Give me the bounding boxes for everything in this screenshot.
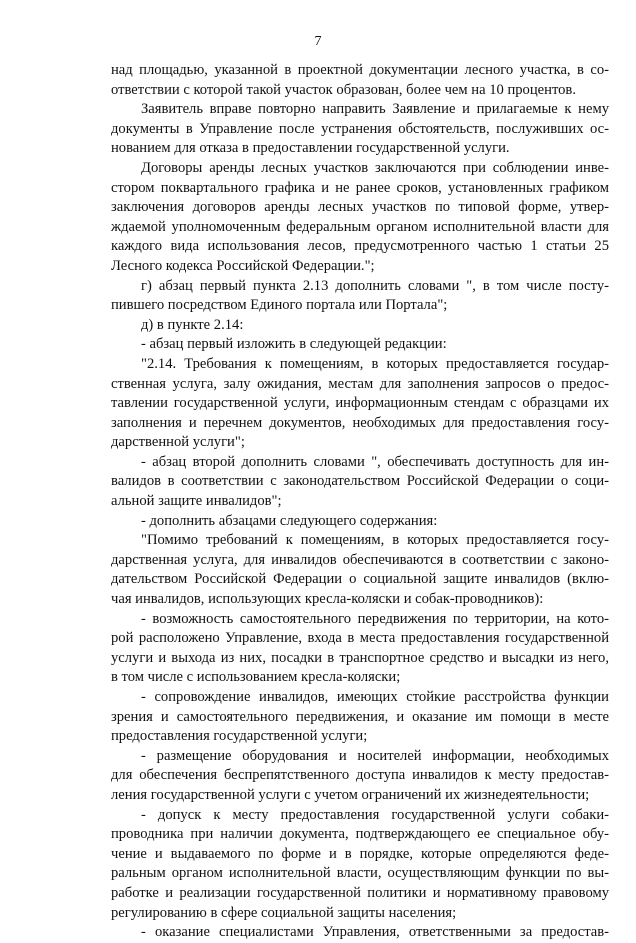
text-line: регулированию в сфере социальной защиты населения;	[111, 904, 457, 921]
text-line: д) в пункте 2.14:	[141, 316, 244, 333]
text-line: рой расположено Управление, входа в места предоставления государственной	[111, 630, 609, 647]
text-line: над площадью, указанной в проектной документации лесного участка, в со-	[111, 62, 609, 78]
text-line: - размещение оборудования и носителей информации, необходимых	[141, 747, 609, 764]
text-line: - допуск к месту предоставления государственной услуги собаки-	[141, 806, 609, 823]
text-line: валидов в соответствии с законодательством Российской Федерации о соци-	[111, 473, 609, 490]
text-line: дарственная услуга, для инвалидов обеспечиваются в соответствии с законо-	[111, 551, 609, 568]
text-line: Заявитель вправе повторно направить Заявление и прилагаемые к нему	[141, 101, 609, 118]
text-line: - сопровождение инвалидов, имеющих стойкие расстройства функции	[141, 689, 609, 705]
text-line: проводника при наличии документа, подтверждающего ее специальное обу-	[111, 826, 609, 843]
text-line: дательством Российской Федерации о социальной защите инвалидов (вклю-	[111, 571, 609, 588]
text-line: "2.14. Требования к помещениям, в которых предоставляется государ-	[141, 355, 609, 372]
text-line: ральным органом исполнительной власти, осуществляющим функции по вы-	[111, 865, 609, 882]
text-line: - абзац второй дополнить словами ", обеспечивать доступность для ин-	[141, 453, 609, 470]
text-line: нованием для отказа в предоставлении государственной услуги.	[111, 140, 510, 157]
text-line: предоставления государственной услуги;	[111, 728, 368, 745]
text-line: Договоры аренды лесных участков заключаются при соблюдении инве-	[141, 159, 609, 176]
text-line: документы в Управление после устранения обстоятельств, послуживших ос-	[111, 120, 609, 137]
text-line: пившего посредством Единого портала или Портала";	[111, 297, 448, 314]
text-line: для обеспечения беспрепятственного доступа инвалидов к месту предостав-	[111, 767, 609, 784]
text-line: зрения и самостоятельного передвижения, и оказание им помощи в месте	[111, 708, 609, 725]
text-line: чая инвалидов, использующих кресла-коляски и собак-проводников):	[111, 591, 544, 608]
text-line: заполнения и перечнем документов, необходимых для предоставления госу-	[111, 414, 609, 431]
text-line: ждаемой уполномоченным федеральным органом исполнительной власти для	[111, 218, 609, 235]
text-line: ления государственной услуги с учетом ограничений их жизнедеятельности;	[111, 786, 590, 803]
page-number: 7	[314, 34, 322, 49]
text-line: Лесного кодекса Российской Федерации.";	[111, 257, 375, 274]
text-line: работке и реализации государственной политики и нормативному правовому	[111, 884, 609, 901]
text-line: - возможность самостоятельного передвижения по территории, на кото-	[141, 610, 609, 627]
text-line: ответствии с которой такой участок образован, более чем на 10 процентов.	[111, 81, 576, 98]
text-line: г) абзац первый пункта 2.13 дополнить словами ", в том числе посту-	[141, 277, 609, 294]
text-line: ственная услуга, залу ожидания, местам для заполнения запросов о предос-	[111, 375, 609, 392]
text-line: "Помимо требований к помещениям, в которых предоставляется госу-	[141, 532, 609, 549]
text-line: - абзац первый изложить в следующей редакции:	[141, 336, 447, 353]
text-line: каждого вида использования лесов, предусмотренного частью 1 статьи 25	[111, 238, 609, 255]
text-line: - дополнить абзацами следующего содержания:	[141, 512, 438, 529]
text-line: - оказание специалистами Управления, ответственными за предостав-	[141, 924, 609, 941]
text-line: альной защите инвалидов";	[111, 493, 282, 510]
document-body	[111, 61, 609, 943]
text-line: тавлении государственной услуги, информационным стендам с образцами их	[111, 395, 609, 412]
text-line: в том числе с использованием кресла-коляски;	[111, 669, 401, 686]
text-line: стором поквартального графика и не ранее сроков, установленных графиком	[111, 179, 609, 196]
text-line: заключения договоров аренды лесных участков по типовой форме, утвер-	[111, 199, 609, 216]
text-line: услуги и выхода из них, посадки в транспортное средство и высадки из него,	[111, 649, 609, 666]
text-line: дарственной услуги";	[111, 434, 245, 451]
text-line: чение и выдаваемого по форме и в порядке, которые определяются феде-	[111, 845, 609, 862]
